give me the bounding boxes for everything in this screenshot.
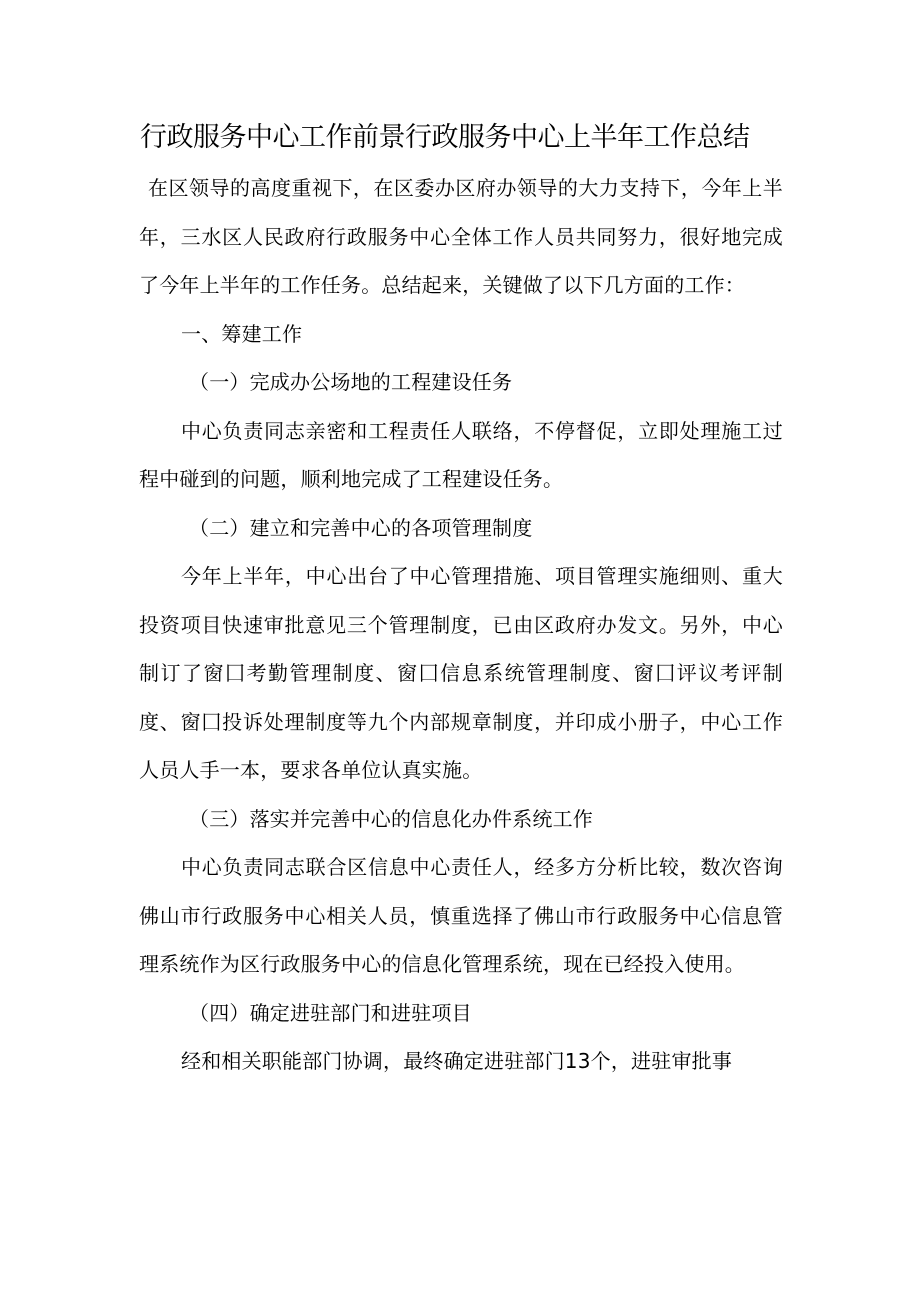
subsection-heading: （一）完成办公场地的工程建设任务: [189, 370, 513, 394]
body-paragraph: 经和相关职能部门协调，最终确定进驻部门13个，进驻审批事: [181, 1049, 733, 1073]
intro-paragraph: 在区领导的高度重视下，在区委办区府办领导的大力支持下，今年上半年，三水区人民政府行政服务中心全体工作人员共同努力，很好地完成了今年上半年的工作任务。总结起来，关键做了以下几方面的工作：: [139, 176, 783, 297]
subsection-heading: （二）建立和完善中心的各项管理制度: [189, 515, 533, 540]
document-title: 行政服务中心工作前景行政服务中心上半年工作总结: [140, 122, 750, 153]
document-body: [139, 164, 783, 1086]
section-heading: 一、筹建工作: [181, 321, 303, 346]
subsection-heading: （三）落实并完善中心的信息化办件系统工作: [189, 806, 593, 831]
body-paragraph: 中心负责同志亲密和工程责任人联络，不停督促，立即处理施工过程中碰到的问题，顺利地完成了工程建设任务。: [139, 418, 783, 491]
body-paragraph: 今年上半年，中心出台了中心管理措施、项目管理实施细则、重大投资项目快速审批意见三个管理制度，已由区政府办发文。另外，中心制订了窗囗考勤管理制度、窗囗信息系统管理制度、窗囗评议考评制度、窗囗投诉处理制度等九个内部规章制度，并印成小册子，中心工作人员人手一本，要求各单位认真实施。: [139, 564, 783, 782]
subsection-heading: （四）确定进驻部门和进驻项目: [189, 1000, 472, 1025]
body-paragraph: 中心负责同志联合区信息中心责任人，经多方分析比较，数次咨询佛山市行政服务中心相关人员，慎重选择了佛山市行政服务中心信息管理系统作为区行政服务中心的信息化管理系统，现在已经投入使用。: [139, 855, 783, 976]
